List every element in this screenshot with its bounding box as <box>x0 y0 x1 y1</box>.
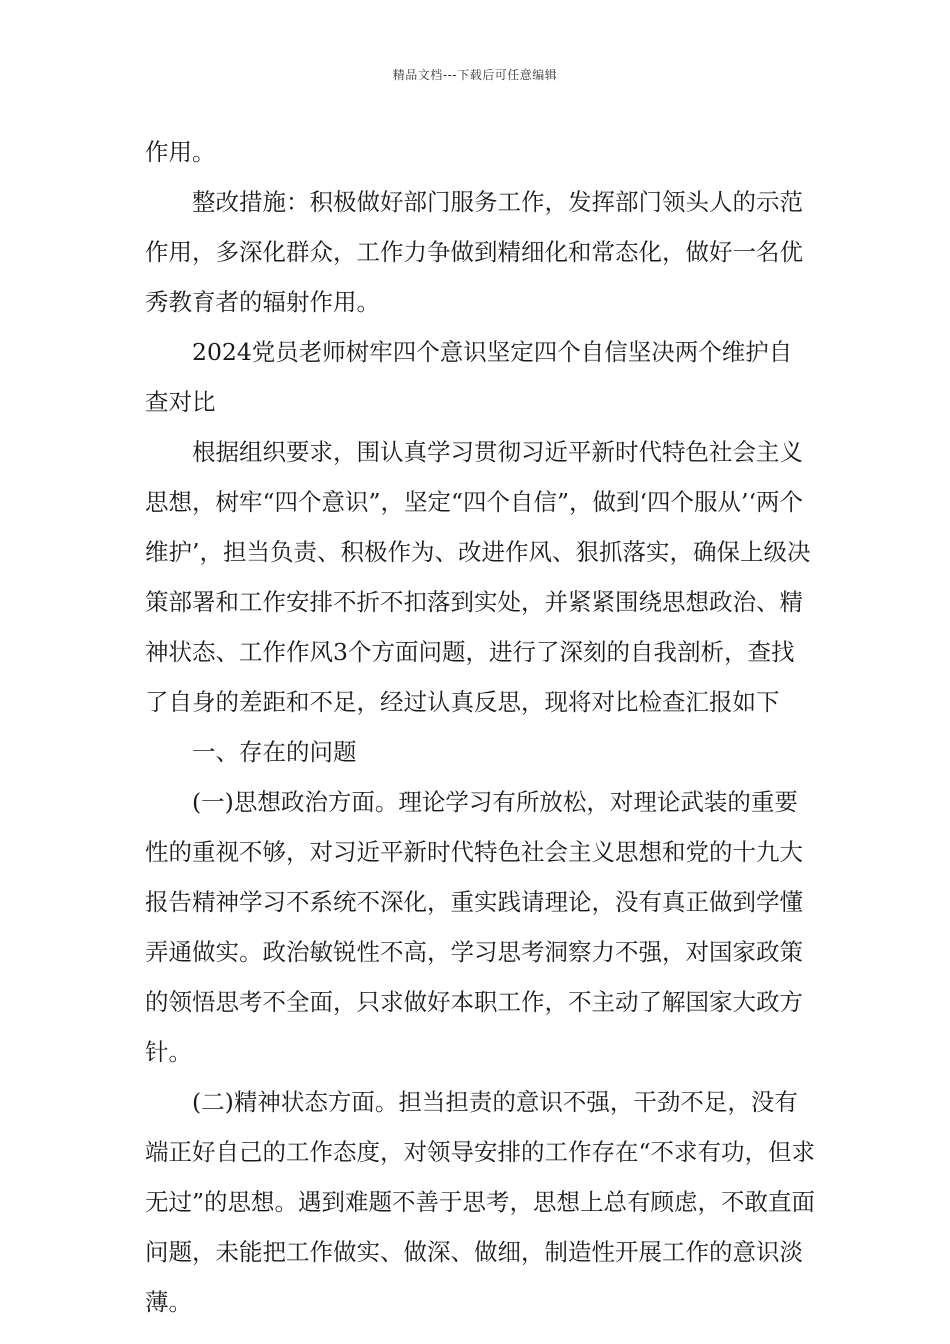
paragraph-intro: 根据组织要求，围认真学习贯彻习近平新时代特色社会主义思想，树牢“四个意识”，坚定“四个自信”，做到‘四个服从’‘两个维护’，担当负责、积极作为、改进作风、狠抓落实，确保上级决策部署和工作安排不折不扣落到实处，并紧紧围绕思想政治、精神状态、工作作风3个方面问题，进行了深刻的自我剖析，查找了自身的差距和不足，经过认真反思，现将对比检查汇报如下 <box>145 438 811 716</box>
paragraph-mental-state: (二)精神状态方面。担当担责的意识不强，干劲不足，没有端正好自己的工作态度，对领导安排的工作存在“不求有功，但求无过”的思想。遇到难题不善于思考，思想上总有顾虑，不敢直面问题，未能把工作做实、做深、做细，制造性开展工作的意识淡薄。 <box>145 1088 816 1316</box>
paragraph-political-thought: (一)思想政治方面。理论学习有所放松，对理论武装的重要性的重视不够，对习近平新时代特色社会主义思想和党的十九大报告精神学习不系统不深化，重实践请理论，没有真正做到学懂弄通做实。政治敏锐性不高，学习思考洞察力不强，对国家政策的领悟思考不全面，只求做好本职工作，不主动了解国家大政方针。 <box>145 788 803 1066</box>
document-body <box>145 127 815 1327</box>
page-header: 精品文档---下载后可任意编辑 <box>392 68 558 82</box>
paragraph-title: 2024党员老师树牢四个意识坚定四个自信坚决两个维护自查对比 <box>145 338 793 416</box>
section-heading: 一、存在的问题 <box>192 738 357 766</box>
paragraph-rectification-measures: 整改措施：积极做好部门服务工作，发挥部门领头人的示范作用，多深化群众，工作力争做到精细化和常态化，做好一名优秀教育者的辐射作用。 <box>145 188 803 316</box>
paragraph-continuation: 作用。 <box>145 138 216 166</box>
